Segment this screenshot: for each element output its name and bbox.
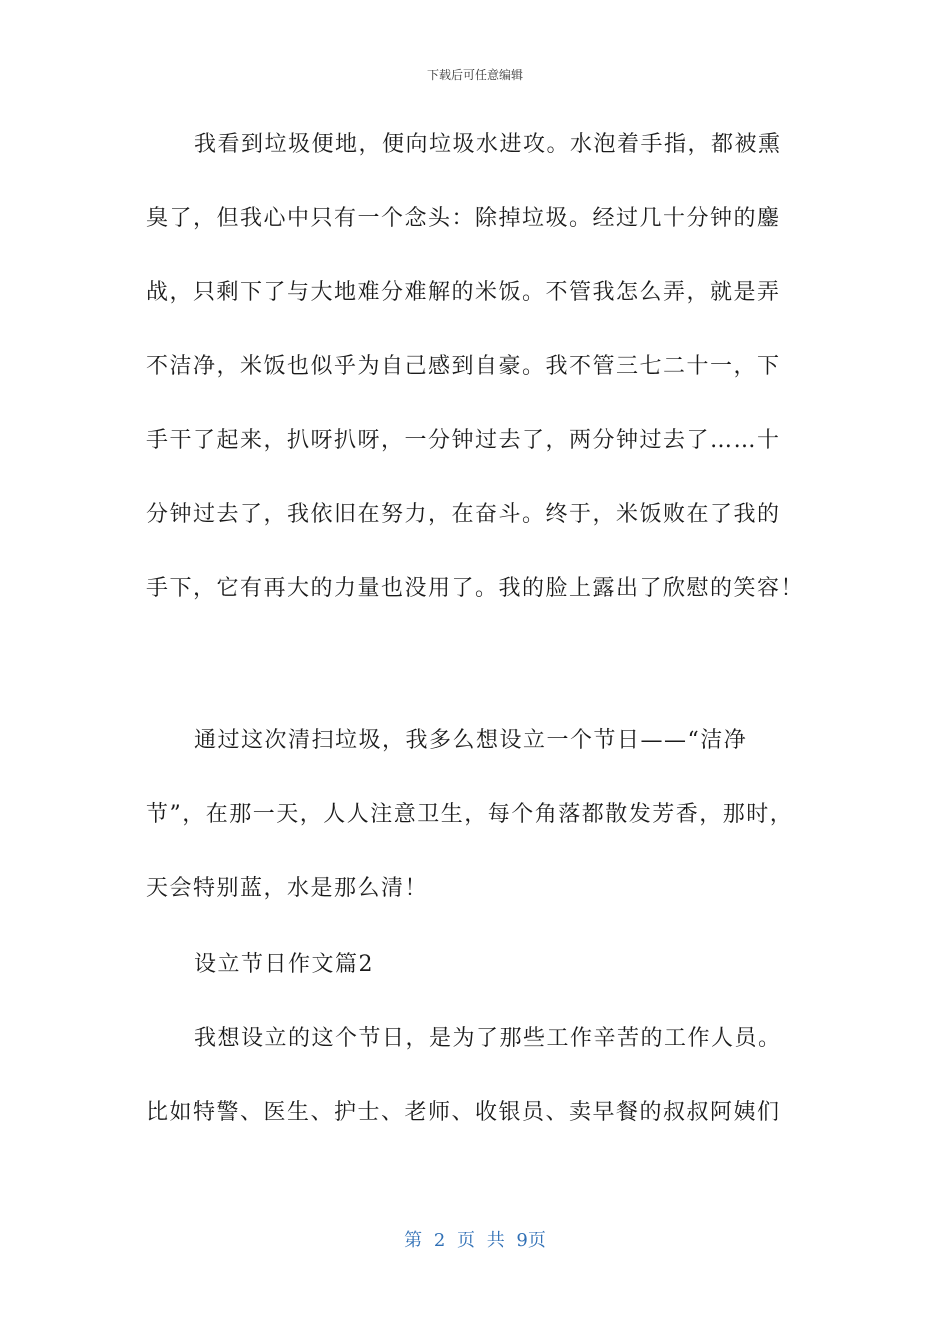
- page-number: 第 2 页 共 9页: [404, 1230, 546, 1251]
- text-line: 节”，在那一天，人人注意卫生，每个角落都散发芳香，那时，: [146, 802, 794, 827]
- text-line: 臭了，但我心中只有一个念头：除掉垃圾。经过几十分钟的鏖: [146, 206, 781, 231]
- page-header: 下载后可任意编辑: [426, 68, 523, 82]
- text-line: 比如特警、医生、护士、老师、收银员、卖早餐的叔叔阿姨们: [146, 1100, 781, 1125]
- text-line: 天会特别蓝，水是那么清！: [146, 876, 429, 901]
- text-line: 分钟过去了，我依旧在努力，在奋斗。终于，米饭败在了我的: [146, 502, 781, 527]
- text-line: 不洁净，米饭也似乎为自己感到自豪。我不管三七二十一，下: [146, 354, 781, 379]
- text-line: 我想设立的这个节日，是为了那些工作辛苦的工作人员。: [194, 1026, 782, 1051]
- text-line: 手下，它有再大的力量也没用了。我的脸上露出了欣慰的笑容！: [146, 576, 805, 601]
- section-heading: 设立节日作文篇2: [194, 952, 374, 977]
- text-line: 手干了起来，扒呀扒呀，一分钟过去了，两分钟过去了……十: [146, 428, 781, 453]
- text-line: 我看到垃圾便地，便向垃圾水进攻。水泡着手指，都被熏: [194, 132, 782, 157]
- text-line: 战，只剩下了与大地难分难解的米饭。不管我怎么弄，就是弄: [146, 280, 781, 305]
- text-line: 通过这次清扫垃圾，我多么想设立一个节日——“洁净: [194, 728, 748, 753]
